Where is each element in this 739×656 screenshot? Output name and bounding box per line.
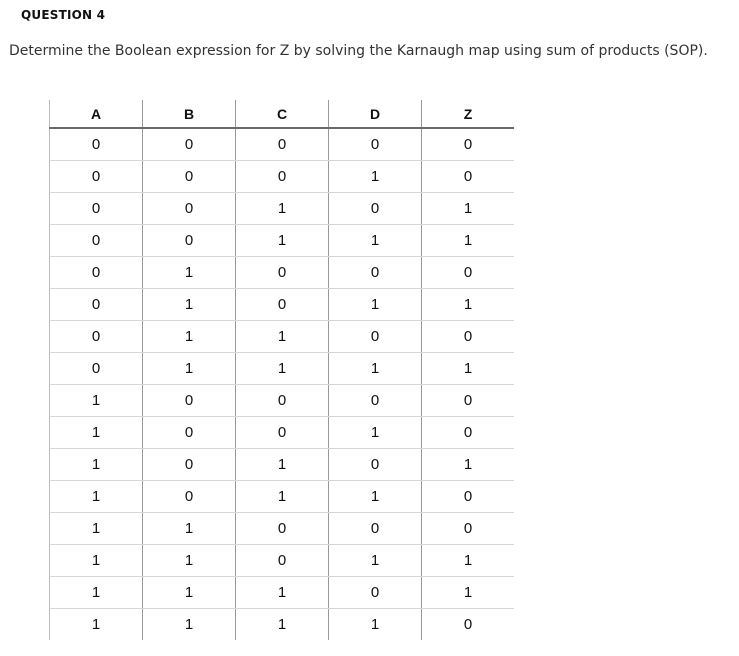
cell-b: 0 — [143, 417, 236, 449]
table-row — [50, 513, 515, 545]
table-header-row — [50, 100, 515, 128]
table-row — [50, 321, 515, 353]
table-row — [50, 577, 515, 609]
cell-z: 0 — [422, 609, 515, 641]
cell-b: 0 — [143, 193, 236, 225]
table-body — [50, 128, 515, 641]
cell-d: 0 — [329, 193, 422, 225]
cell-a: 0 — [50, 193, 143, 225]
cell-d: 1 — [329, 161, 422, 193]
cell-a: 0 — [50, 128, 143, 161]
cell-b: 1 — [143, 577, 236, 609]
cell-d: 0 — [329, 385, 422, 417]
cell-d: 1 — [329, 609, 422, 641]
cell-a: 1 — [50, 513, 143, 545]
table-row — [50, 257, 515, 289]
cell-z: 1 — [422, 289, 515, 321]
cell-z: 1 — [422, 577, 515, 609]
cell-d: 1 — [329, 417, 422, 449]
cell-d: 0 — [329, 257, 422, 289]
cell-a: 1 — [50, 545, 143, 577]
cell-z: 1 — [422, 193, 515, 225]
cell-c: 1 — [236, 321, 329, 353]
header-z: Z — [422, 100, 515, 128]
table-row — [50, 193, 515, 225]
cell-c: 0 — [236, 128, 329, 161]
cell-b: 0 — [143, 385, 236, 417]
cell-z: 0 — [422, 417, 515, 449]
cell-a: 1 — [50, 609, 143, 641]
cell-d: 1 — [329, 225, 422, 257]
table-row — [50, 289, 515, 321]
cell-z: 0 — [422, 385, 515, 417]
cell-a: 0 — [50, 161, 143, 193]
cell-z: 0 — [422, 161, 515, 193]
cell-z: 1 — [422, 353, 515, 385]
cell-b: 1 — [143, 545, 236, 577]
cell-a: 1 — [50, 417, 143, 449]
cell-z: 0 — [422, 128, 515, 161]
cell-c: 1 — [236, 609, 329, 641]
cell-a: 1 — [50, 449, 143, 481]
cell-z: 0 — [422, 481, 515, 513]
cell-c: 1 — [236, 577, 329, 609]
cell-b: 0 — [143, 449, 236, 481]
cell-a: 1 — [50, 385, 143, 417]
cell-d: 1 — [329, 353, 422, 385]
cell-z: 0 — [422, 321, 515, 353]
cell-d: 0 — [329, 128, 422, 161]
cell-b: 1 — [143, 257, 236, 289]
cell-c: 0 — [236, 513, 329, 545]
cell-z: 1 — [422, 225, 515, 257]
header-b: B — [143, 100, 236, 128]
cell-z: 1 — [422, 545, 515, 577]
cell-a: 1 — [50, 481, 143, 513]
cell-d: 0 — [329, 321, 422, 353]
cell-d: 1 — [329, 289, 422, 321]
table-row — [50, 609, 515, 641]
cell-c: 1 — [236, 193, 329, 225]
truth-table — [49, 100, 514, 641]
cell-a: 0 — [50, 321, 143, 353]
cell-b: 1 — [143, 321, 236, 353]
table-row — [50, 225, 515, 257]
cell-a: 0 — [50, 289, 143, 321]
cell-c: 1 — [236, 449, 329, 481]
cell-c: 0 — [236, 385, 329, 417]
cell-c: 0 — [236, 257, 329, 289]
cell-c: 1 — [236, 481, 329, 513]
question-label: QUESTION 4 — [21, 8, 106, 22]
cell-b: 1 — [143, 513, 236, 545]
table-row — [50, 128, 515, 161]
cell-a: 0 — [50, 257, 143, 289]
cell-c: 1 — [236, 225, 329, 257]
cell-b: 0 — [143, 481, 236, 513]
cell-z: 1 — [422, 449, 515, 481]
table-row — [50, 417, 515, 449]
cell-b: 1 — [143, 353, 236, 385]
cell-b: 0 — [143, 128, 236, 161]
table-row — [50, 353, 515, 385]
cell-b: 0 — [143, 161, 236, 193]
cell-c: 1 — [236, 353, 329, 385]
header-c: C — [236, 100, 329, 128]
header-a: A — [50, 100, 143, 128]
cell-d: 1 — [329, 545, 422, 577]
table-row — [50, 161, 515, 193]
table-row — [50, 385, 515, 417]
cell-b: 1 — [143, 609, 236, 641]
cell-a: 0 — [50, 353, 143, 385]
header-d: D — [329, 100, 422, 128]
cell-d: 0 — [329, 577, 422, 609]
table-row — [50, 545, 515, 577]
cell-c: 0 — [236, 545, 329, 577]
cell-z: 0 — [422, 257, 515, 289]
cell-c: 0 — [236, 289, 329, 321]
question-prompt: Determine the Boolean expression for Z by solving the Karnaugh map using sum of products (SOP). — [9, 43, 708, 59]
cell-b: 1 — [143, 289, 236, 321]
cell-a: 0 — [50, 225, 143, 257]
cell-b: 0 — [143, 225, 236, 257]
cell-d: 1 — [329, 481, 422, 513]
cell-z: 0 — [422, 513, 515, 545]
cell-a: 1 — [50, 577, 143, 609]
table-row — [50, 481, 515, 513]
cell-c: 0 — [236, 417, 329, 449]
cell-d: 0 — [329, 449, 422, 481]
table-row — [50, 449, 515, 481]
cell-c: 0 — [236, 161, 329, 193]
cell-d: 0 — [329, 513, 422, 545]
